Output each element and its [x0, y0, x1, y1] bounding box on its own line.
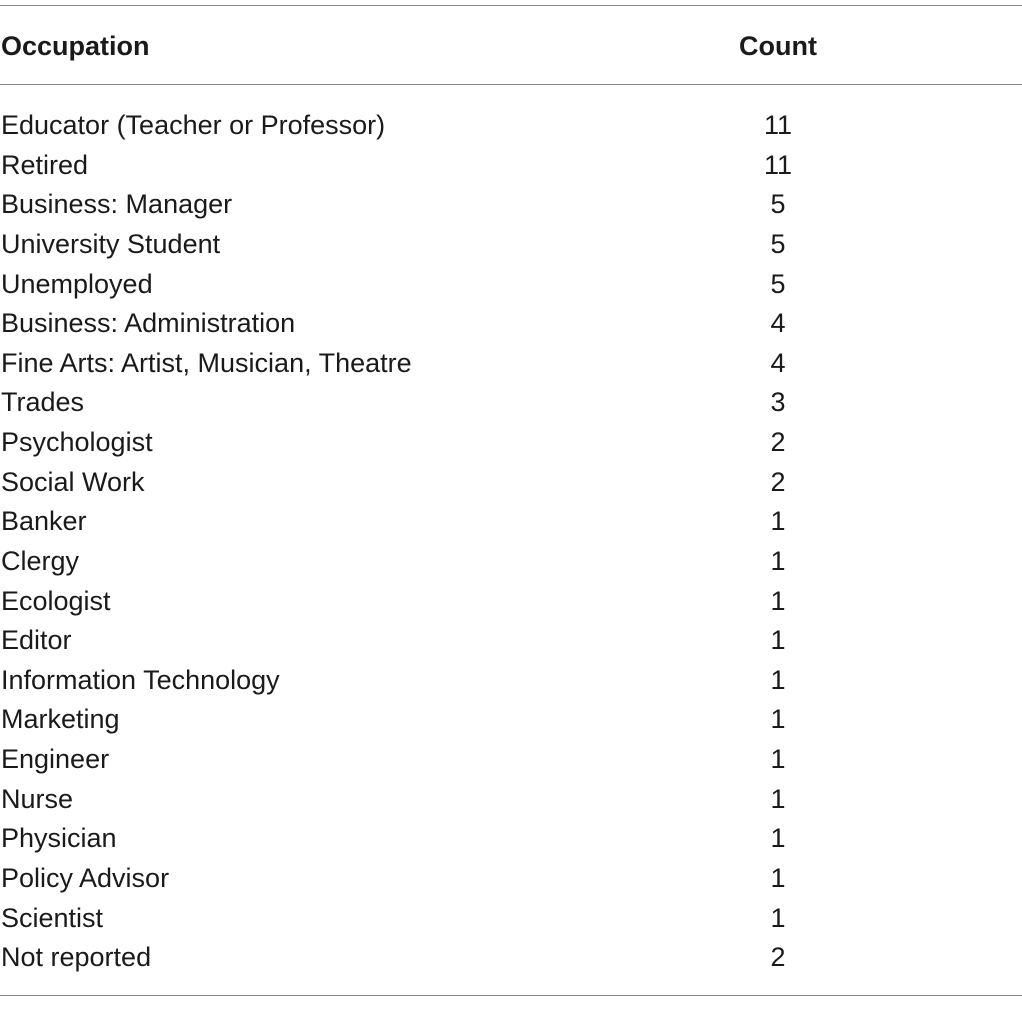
- occupation-cell: Educator (Teacher or Professor): [1, 110, 386, 140]
- table-row: [0, 383, 1022, 423]
- occupation-cell: Clergy: [1, 545, 80, 576]
- count-cell: 11: [763, 110, 793, 140]
- occupation-cell: Trades: [1, 387, 85, 418]
- count-cell: 11: [763, 149, 793, 180]
- table-row: [0, 859, 1022, 899]
- table-row: [0, 700, 1022, 740]
- table-row: [0, 899, 1022, 939]
- occupation-cell: Psychologist: [1, 427, 153, 457]
- occupation-cell: Ecologist: [1, 585, 111, 616]
- occupation-cell: Policy Advisor: [1, 862, 170, 893]
- table-top-rule: [0, 5, 1022, 6]
- count-cell: 1: [770, 545, 786, 576]
- table-row: [0, 740, 1022, 780]
- count-cell: 5: [770, 268, 786, 299]
- occupation-cell: Social Work: [1, 466, 145, 497]
- occupation-cell: Marketing: [1, 704, 120, 735]
- count-cell: 1: [770, 902, 786, 933]
- count-cell: 1: [770, 664, 786, 695]
- count-cell: 1: [770, 704, 786, 735]
- table-row: [0, 146, 1022, 186]
- table-row: [0, 938, 1022, 978]
- count-cell: 4: [770, 308, 786, 339]
- count-cell: 1: [770, 625, 786, 656]
- occupation-cell: Editor: [1, 625, 72, 656]
- count-cell: 5: [770, 228, 786, 259]
- count-cell: 1: [770, 506, 786, 537]
- table-row: [0, 304, 1022, 344]
- count-cell: 4: [770, 347, 786, 378]
- occupation-cell: Business: Administration: [1, 308, 296, 339]
- table-row: [0, 225, 1022, 265]
- table-row: [0, 265, 1022, 305]
- occupation-cell: Physician: [1, 823, 117, 854]
- occupation-cell: Nurse: [1, 783, 74, 814]
- occupation-cell: Retired: [1, 149, 89, 180]
- table-bottom-rule: [0, 995, 1022, 996]
- table-row: [0, 780, 1022, 820]
- table-row: [0, 185, 1022, 225]
- table-row: [0, 502, 1022, 542]
- table-row: [0, 582, 1022, 622]
- occupation-cell: Engineer: [1, 744, 110, 774]
- table-row: [0, 463, 1022, 503]
- occupation-cell: Unemployed: [1, 268, 153, 299]
- count-cell: 1: [770, 744, 786, 774]
- occupation-cell: Not reported: [1, 942, 152, 973]
- occupation-cell: Business: Manager: [1, 189, 233, 220]
- count-cell: 5: [770, 189, 786, 220]
- table-row: [0, 819, 1022, 859]
- table-row: [0, 423, 1022, 463]
- occupation-cell: Information Technology: [1, 664, 280, 695]
- count-cell: 1: [770, 585, 786, 616]
- table-row: [0, 106, 1022, 146]
- occupation-cell: Scientist: [1, 902, 104, 933]
- count-cell: 1: [770, 783, 786, 814]
- table-row: [0, 344, 1022, 384]
- count-cell: 3: [770, 387, 786, 418]
- count-cell: 2: [770, 427, 786, 457]
- count-cell: 2: [770, 942, 786, 973]
- count-cell: 1: [770, 823, 786, 854]
- table-header-rule: [0, 84, 1022, 85]
- table-body: [0, 106, 1022, 978]
- occupation-cell: University Student: [1, 228, 221, 259]
- table-row: [0, 621, 1022, 661]
- table-header-row: [0, 26, 1022, 66]
- column-header-count: Count: [739, 31, 817, 61]
- table-row: [0, 542, 1022, 582]
- count-cell: 1: [770, 862, 786, 893]
- occupation-cell: Fine Arts: Artist, Musician, Theatre: [1, 347, 412, 378]
- column-header-occupation: Occupation: [1, 31, 150, 61]
- table-row: [0, 661, 1022, 701]
- occupation-cell: Banker: [1, 506, 87, 537]
- count-cell: 2: [770, 466, 786, 497]
